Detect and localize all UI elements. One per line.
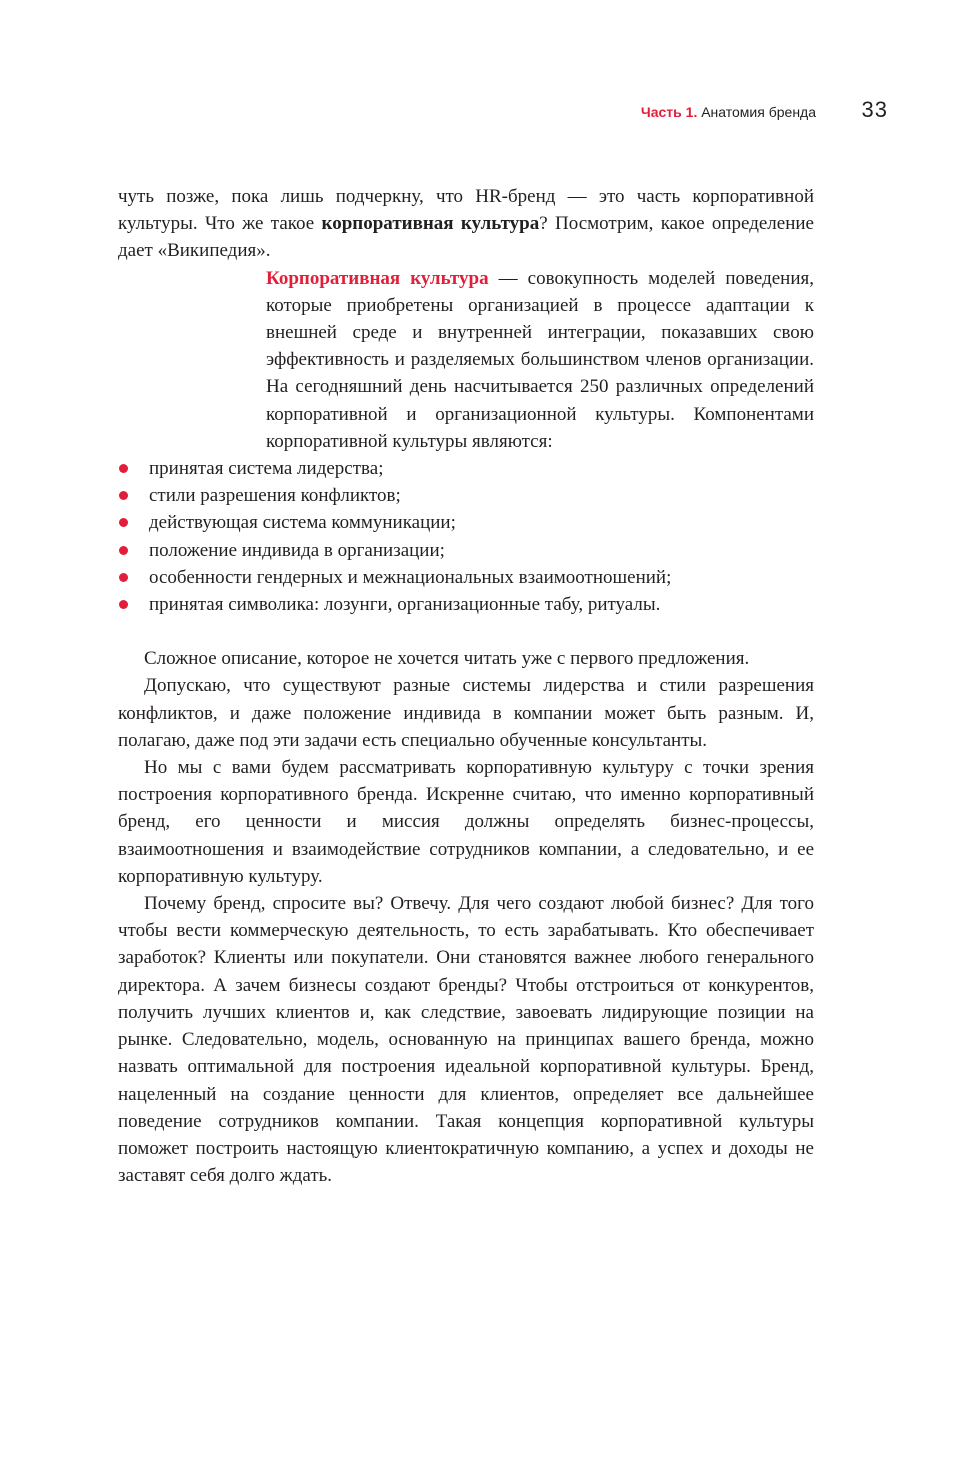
bullet-dot-icon <box>119 518 128 527</box>
page-number: 33 <box>861 97 888 122</box>
bullet-dot-icon <box>119 573 128 582</box>
list-item: принятая система лидерства; <box>118 455 814 482</box>
definition-quote <box>266 265 814 455</box>
bullet-dot-icon <box>119 464 128 473</box>
intro-text-before: чуть позже, пока лишь подчеркну, что HR-бренд — это часть корпоративной культуры. Что же такое <box>118 186 814 235</box>
intro-bold-term: корпоративная культура <box>321 213 540 235</box>
bullet-dot-icon <box>119 491 128 500</box>
bullet-dot-icon <box>119 546 128 555</box>
intro-paragraph <box>118 183 814 265</box>
intro-text-after: ? Посмотрим, какое определение дает «Википедия». <box>118 213 814 262</box>
body-paragraph: Но мы с вами будем рассматривать корпоративную культуру с точки зрения построения корпоративного бренда. Искренне считаю, что именно корпоративный бренд, его ценности и миссия должны определять бизнес-процессы, взаимоотношения и взаимодействие сотрудников компании, а следовательно, и ее корпоративную культуру. <box>118 757 814 887</box>
list-item: принятая символика: лозунги, организационные табу, ритуалы. <box>118 591 814 618</box>
part-label: Часть 1. <box>640 104 698 120</box>
section-title: Анатомия бренда <box>697 104 816 120</box>
components-list <box>118 455 814 618</box>
definition-text: — совокупность моделей поведения, которые приобретены организацией в процессе адаптации к внешней среде и внутренней интеграции, показавших свою эффективность и разделяемых большинством членов организации. На сегодняшний день насчитывается 250 различных определений корпоративной и организационной культуры. Компонентами корпоративной культуры являются: <box>266 267 814 452</box>
list-item: стили разрешения конфликтов; <box>118 482 814 509</box>
body-paragraph: Допускаю, что существуют разные системы лидерства и стили разрешения конфликтов, и даже положение индивида в компании может быть разным. И, полагаю, даже под эти задачи есть специально обученные консультанты. <box>118 675 814 751</box>
body-paragraph: Сложное описание, которое не хочется читать уже с первого предложения. <box>144 648 750 670</box>
paragraph-gap <box>118 618 814 645</box>
body-paragraph: Почему бренд, спросите вы? Отвечу. Для чего создают любой бизнес? Для того чтобы вести коммерческую деятельность, то есть зарабатывать. Кто обеспечивает заработок? Клиенты или покупатели. Они становятся важнее любого генерального директора. А зачем бизнесы создают бренды? Чтобы отстроиться от конкурентов, получить лучших клиентов и, как следствие, завоевать лидирующие позиции на рынке. Следовательно, модель, основанную на принципах вашего бренда, можно назвать оптимальной для построения идеальной корпоративной культуры. Бренд, нацеленный на создание ценности для клиентов, определяет все дальнейшее поведение сотрудников компании. Такая концепция корпоративной культуры поможет построить настоящую клиентократичную компанию, а успех и доходы не заставят себя долго ждать. <box>118 893 814 1187</box>
list-item: положение индивида в организации; <box>118 537 814 564</box>
list-item: действующая система коммуникации; <box>118 509 814 536</box>
list-item: особенности гендерных и межнациональных взаимоотношений; <box>118 564 814 591</box>
definition-term: Корпоративная культура <box>266 267 489 289</box>
bullet-dot-icon <box>119 600 128 609</box>
running-header <box>560 97 888 127</box>
running-head-title <box>641 104 816 120</box>
page-body <box>118 183 814 1189</box>
